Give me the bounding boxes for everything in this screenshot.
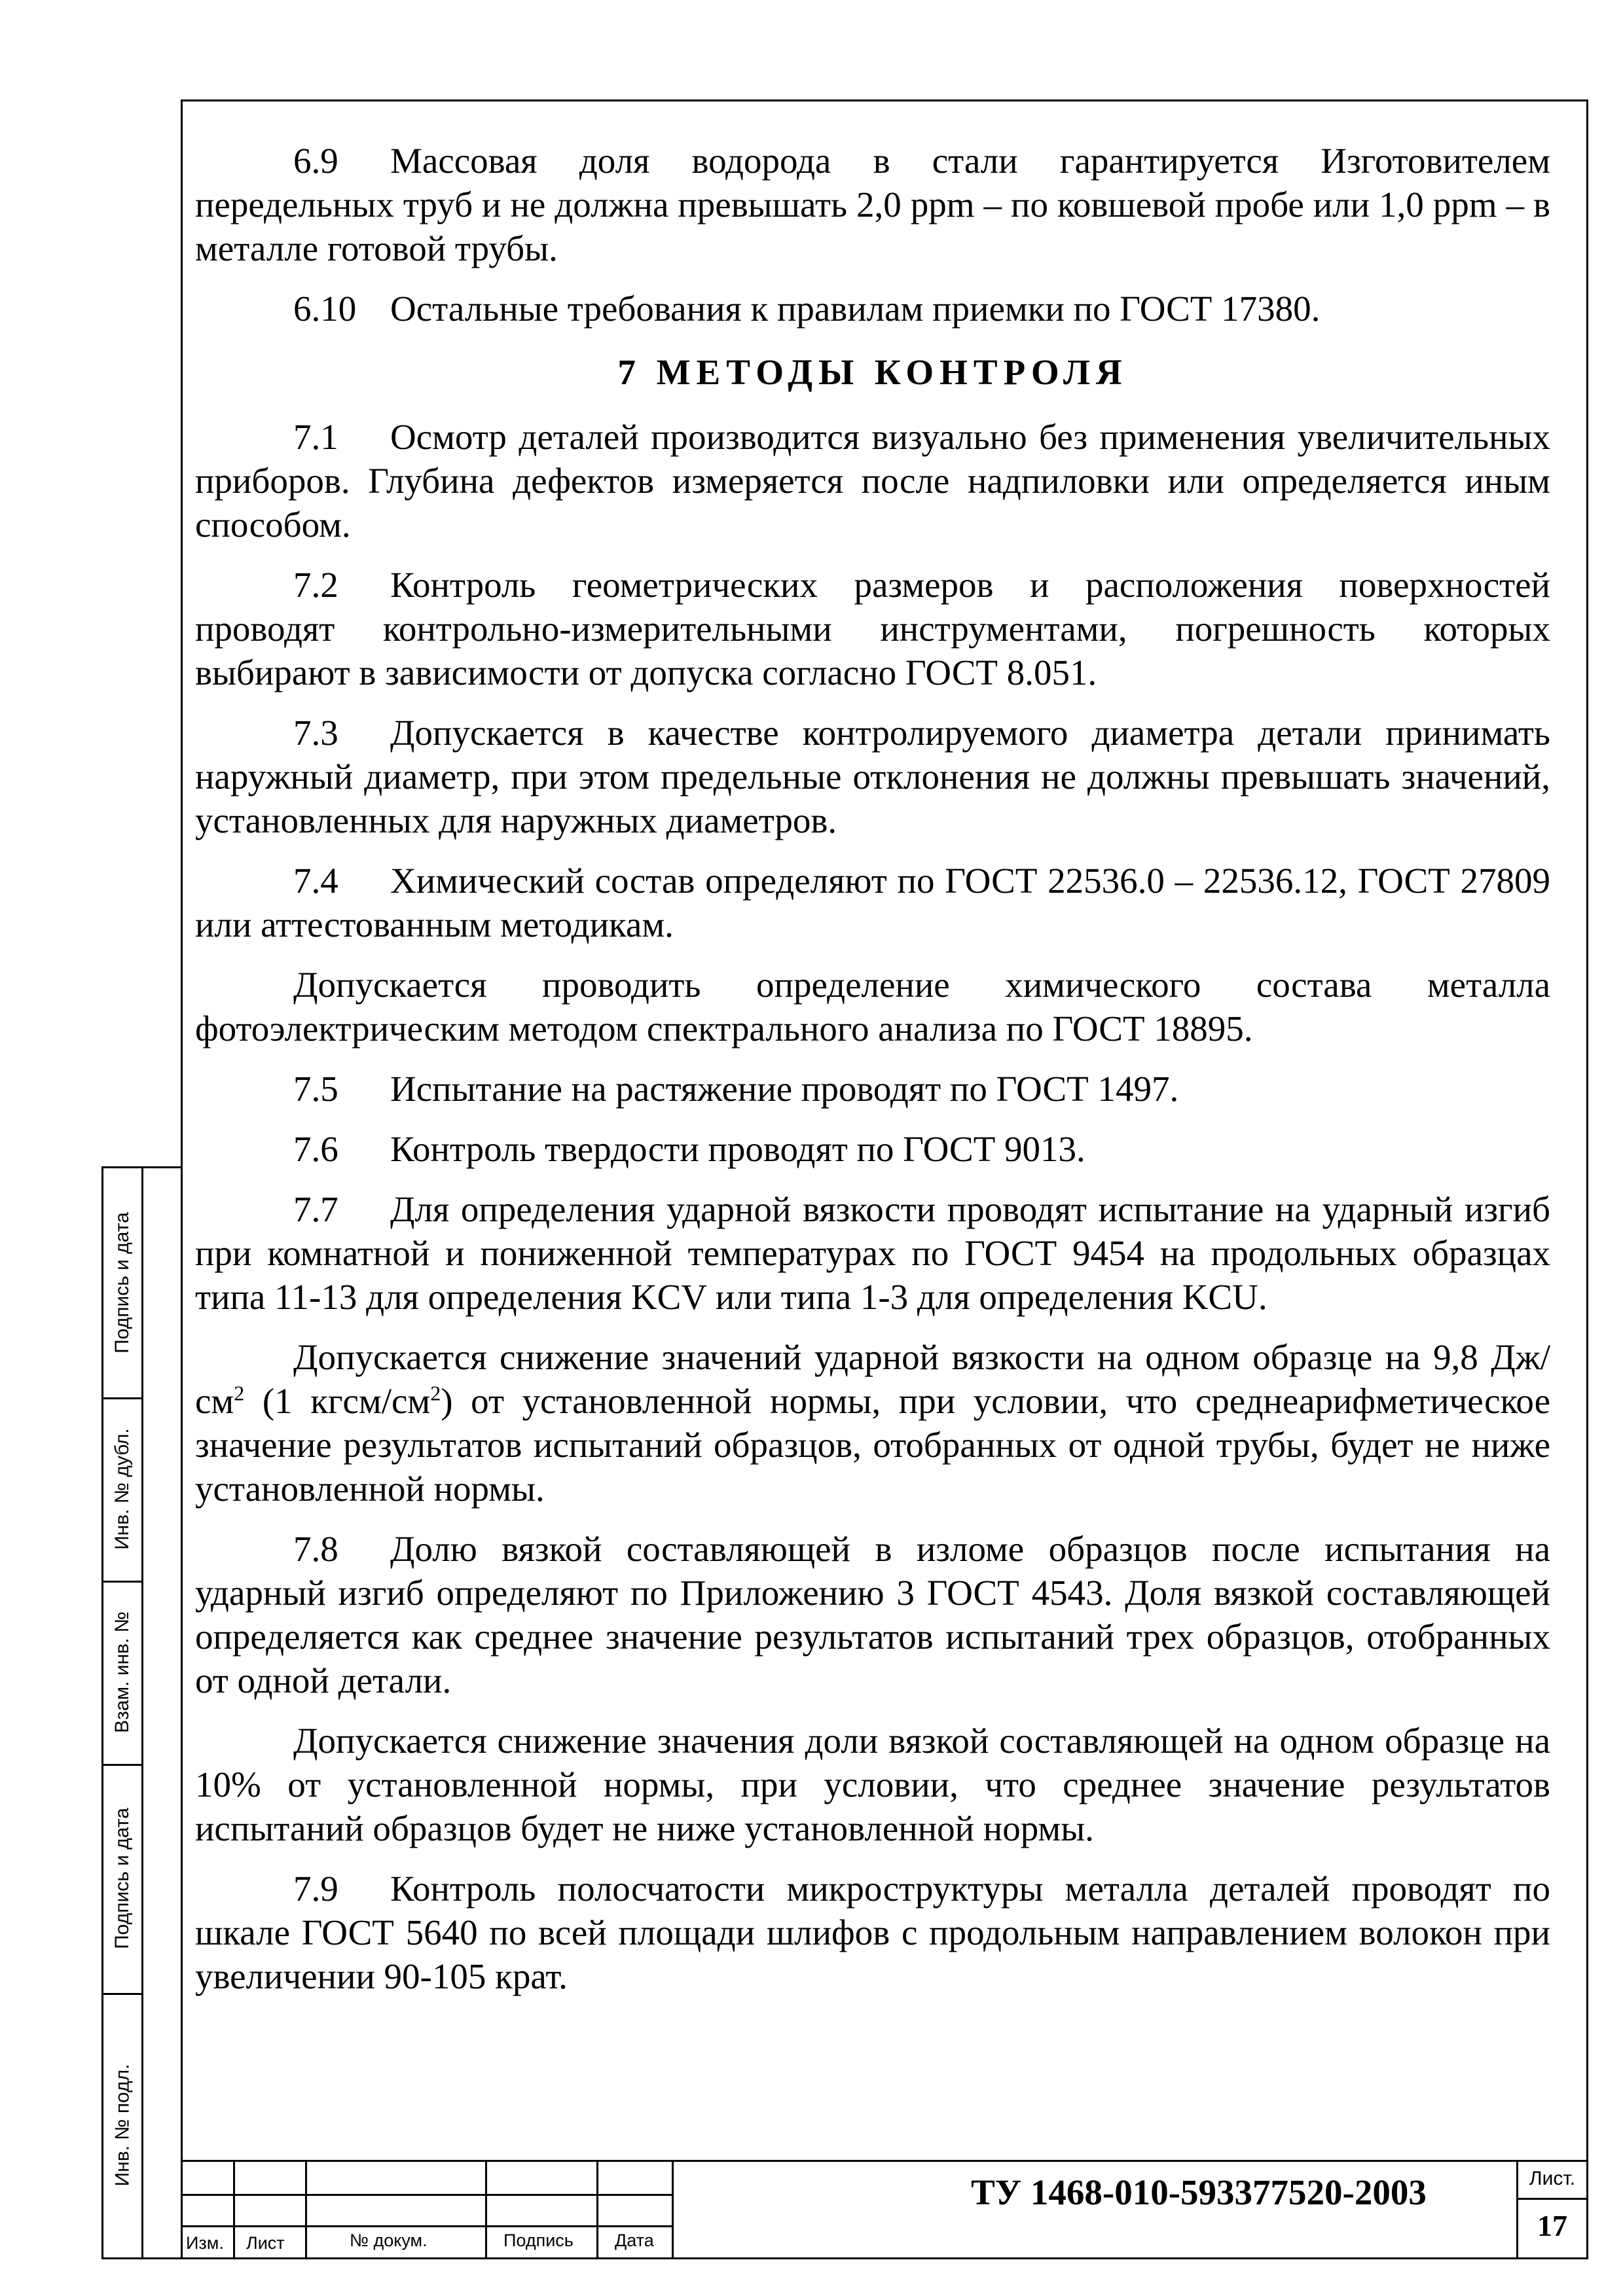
clause-7-4: 7.4 Химический состав определяют по ГОСТ 22536.0 – 22536.12, ГОСТ 27809 или аттестованным методикам. <box>195 861 1550 944</box>
title-block-col-line-3 <box>485 2160 487 2259</box>
side-label-original-inv: Инв. № подл. <box>111 2064 133 2187</box>
clause-7-6: 7.6 Контроль твердости проводят по ГОСТ 9013. <box>293 1129 1085 1169</box>
document-body <box>195 139 1550 2015</box>
side-label-replacement-inv: Взам. инв. № <box>103 1581 141 1766</box>
sheet-number: 17 <box>1537 2209 1567 2242</box>
col-label-doc-number: № докум. <box>350 2231 428 2250</box>
clause-7-3: 7.3 Допускается в качестве контролируемого диаметра детали принимать наружный диаметр, при этом предельные отклонения не должны превышать значений, установленных для наружных диаметров. <box>195 713 1550 840</box>
clause-6-10: 6.10 Остальные требования к правилам приемки по ГОСТ 17380. <box>293 289 1321 329</box>
clause-6-9: 6.9 Массовая доля водорода в стали гарантируется Изготовителем передельных труб и не должна превышать 2,0 ppm – по ковшевой пробе или 1,0 ppm – в металле готовой трубы. <box>195 141 1550 268</box>
col-label-sheet: Лист <box>246 2233 285 2253</box>
col-label-signature: Подпись <box>503 2231 574 2250</box>
document-code: ТУ 1468-010-593377520-2003 <box>971 2172 1427 2212</box>
clause-7-5: 7.5 Испытание на растяжение проводят по ГОСТ 1497. <box>293 1069 1179 1109</box>
title-block-col-line-1 <box>233 2160 235 2259</box>
side-label-signature-date-2: Подпись и дата <box>103 1764 141 1995</box>
clause-7-7: 7.7 Для определения ударной вязкости проводят испытание на ударный изгиб при комнатной и пониженной температурах по ГОСТ 9454 на продольных образцах типа 11-13 для определения KCV или типа 1-3 для определения KCU. <box>195 1189 1550 1317</box>
title-block <box>181 2160 1588 2259</box>
title-block-col-line-4 <box>596 2160 598 2259</box>
sheet-label: Лист. <box>1529 2168 1576 2189</box>
clause-7-2: 7.2 Контроль геометрических размеров и расположения поверхностей проводят контрольно-измерительными инструментами, погрешность которых выбирают в зависимости от допуска согласно ГОСТ 8.051. <box>195 565 1550 692</box>
clause-7-1: 7.1 Осмотр деталей производится визуально без применения увеличительных приборов. Глубина дефектов измеряется после надпиловки или определяется иным способом. <box>195 417 1550 545</box>
section-title: 7 МЕТОДЫ КОНТРОЛЯ <box>617 352 1128 392</box>
clause-7-4-note: Допускается проводить определение химического состава металла фотоэлектрическим методом спектрального анализа по ГОСТ 18895. <box>195 965 1550 1049</box>
clause-7-8-note: Допускается снижение значения доли вязкой составляющей на одном образце на 10% от установленной нормы, при условии, что среднее значение результатов испытаний образцов будет не ниже установленной нормы. <box>195 1721 1550 1848</box>
side-stamp <box>101 1166 181 2259</box>
title-block-top-line <box>181 2160 1588 2162</box>
title-block-col-line-2 <box>305 2160 307 2259</box>
clause-7-7-note: Допускается снижение значений ударной вязкости на одном образце на 9,8 $Дж/см^2$ (1 кгсм/$см^2$) от установленной нормы, при условии, что среднеарифметическое значение результатов испытаний образцов, отобранных от одной трубы, будет не ниже установленной нормы. <box>195 1337 1550 1509</box>
col-label-change: Изм. <box>186 2233 224 2253</box>
clause-7-9: 7.9 Контроль полосчатости микроструктуры металла деталей проводят по шкале ГОСТ 5640 по всей площади шлифов с продольным направлением волокон при увеличении 90-105 крат. <box>195 1869 1550 1996</box>
side-label-duplicate-inv: Инв. № дубл. <box>103 1397 141 1583</box>
clause-7-8: 7.8 Долю вязкой составляющей в изломе образцов после испытания на ударный изгиб определяют по Приложению 3 ГОСТ 4543. Доля вязкой составляющей определяется как среднее значение результатов испытаний трех образцов, отобранных от одной детали. <box>195 1529 1550 1700</box>
side-label-signature-date-1: Подпись и дата <box>103 1168 141 1399</box>
col-label-date: Дата <box>615 2231 654 2250</box>
title-block-col-line-5 <box>672 2160 674 2259</box>
